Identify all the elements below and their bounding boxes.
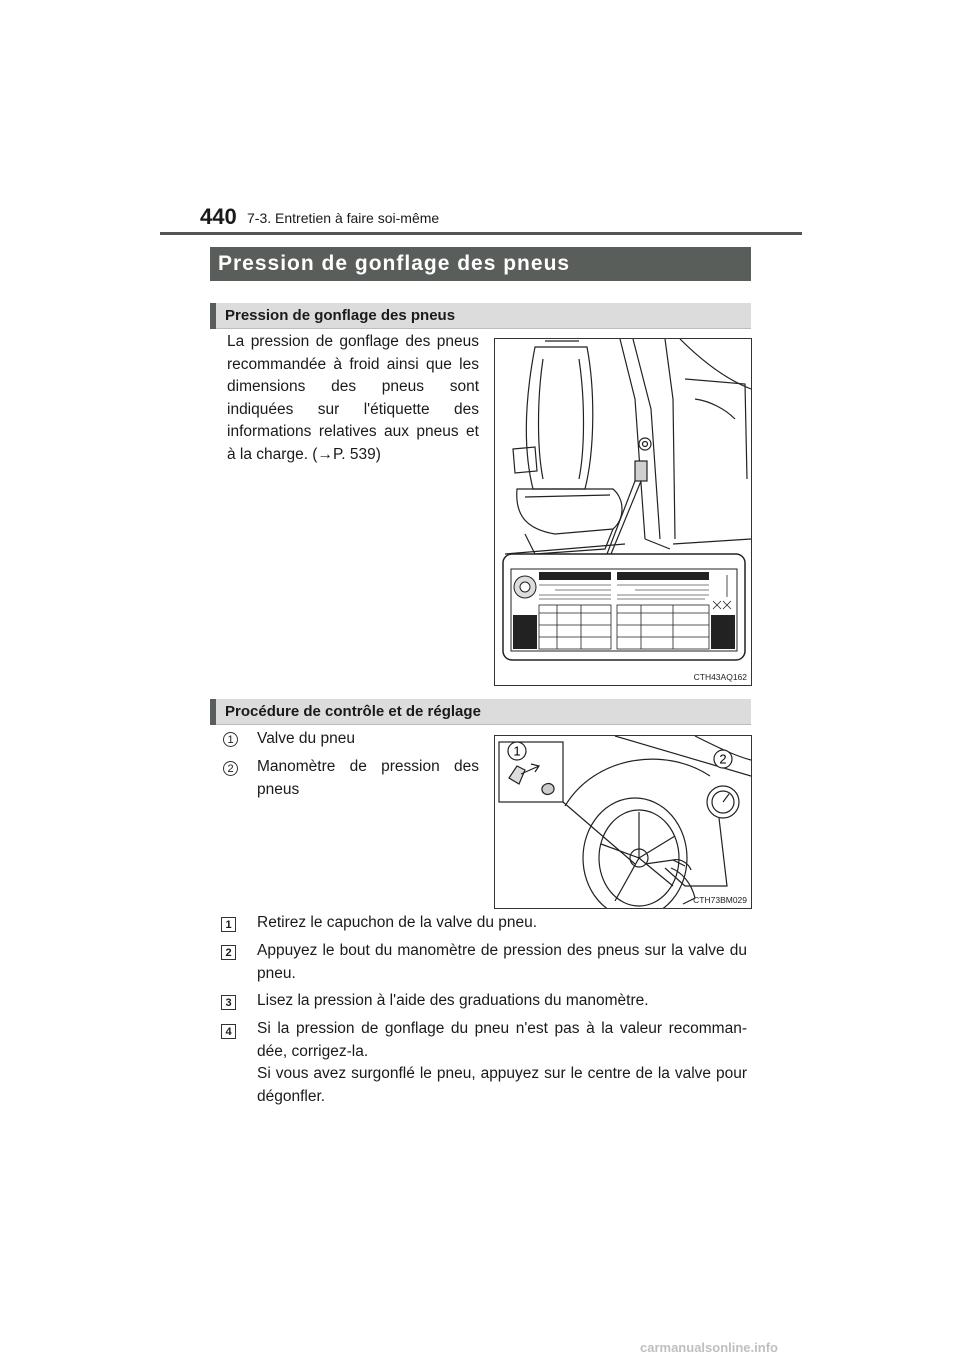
section-heading-label: Procédure de contrôle et de réglage (225, 703, 481, 720)
legend-text-2: Manomètre de pression des pneus (257, 758, 479, 798)
section-path: 7-3. Entretien à faire soi-même (247, 210, 440, 226)
section-heading-pressure (210, 303, 751, 329)
figure-code: CTH43AQ162 (693, 672, 747, 682)
pressure-paragraph: La pression de gonflage des pneus recommandée à froid ainsi que les dimensions des pneus sont indiquées sur l'étiquette des informations relatives aux pneus et à la charge. (→P. 539) (227, 333, 479, 463)
legend-number-2: 2 (223, 761, 238, 776)
gauge-figure (494, 735, 752, 909)
section-heading-label: Pression de gonflage des pneus (225, 307, 456, 324)
heading-marker (210, 699, 216, 725)
header-divider (160, 232, 802, 235)
tire-label-figure (494, 338, 752, 686)
tire-gauge-illustration (495, 736, 751, 908)
step-number-3: 3 (221, 995, 236, 1010)
step-number-1: 1 (221, 917, 236, 932)
step-text-4: Si la pression de gonflage du pneu n'est pas à la valeur recomman-dée, corrigez-la. (257, 1020, 747, 1060)
step-text-3: Lisez la pression à l'aide des graduations du manomètre. (257, 992, 649, 1009)
step-number-4: 4 (221, 1024, 236, 1039)
figure-code: CTH73BM029 (693, 895, 747, 905)
step-number-2: 2 (221, 945, 236, 960)
watermark: carmanualsonline.info (640, 1340, 778, 1355)
step-text-4-note: Si vous avez surgonflé le pneu, appuyez sur le centre de la valve pour dégonfler. (257, 1065, 747, 1105)
callout-1: 1 (513, 743, 521, 759)
page-title: Pression de gonflage des pneus (210, 247, 751, 281)
heading-marker (210, 303, 216, 329)
step-text-2: Appuyez le bout du manomètre de pression des pneus sur la valve du pneu. (257, 942, 747, 982)
page-number: 440 (200, 204, 237, 229)
car-door-illustration (495, 339, 751, 685)
step-text-1: Retirez le capuchon de la valve du pneu. (257, 914, 538, 931)
section-heading-procedure (210, 699, 751, 725)
callout-2: 2 (719, 751, 727, 767)
legend-text-1: Valve du pneu (257, 730, 355, 747)
legend-number-1: 1 (223, 732, 238, 747)
